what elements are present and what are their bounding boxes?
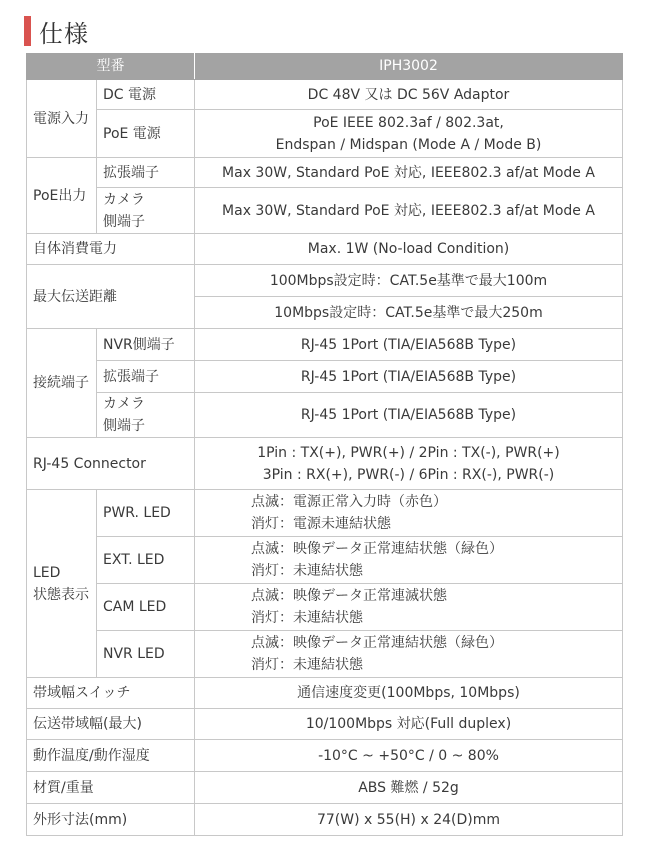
label-line: カメラ xyxy=(103,396,145,412)
table-row xyxy=(27,329,623,361)
value-line: 点滅：映像データ正常連結状態（緑色） xyxy=(251,541,503,557)
row-label-ports: 接続端子 xyxy=(27,329,97,438)
value-line: 点滅：電源正常入力時（赤色） xyxy=(251,494,447,510)
table-row xyxy=(27,234,623,265)
value-ext-led xyxy=(195,537,623,584)
row-label-poe-output: PoE出力 xyxy=(27,158,97,234)
value-temperature: -10°C ~ +50°C / 0 ~ 80% xyxy=(195,740,623,772)
value-dc-power: DC 48V 又は DC 56V Adaptor xyxy=(195,80,623,110)
sub-label-ext-port: 拡張端子 xyxy=(97,158,195,188)
value-port-camera: RJ-45 1Port (TIA/EIA568B Type) xyxy=(195,393,623,438)
sub-label-nvr-led: NVR LED xyxy=(97,631,195,678)
header-model-label: 型番 xyxy=(27,53,195,80)
row-label-rj45: RJ-45 Connector xyxy=(27,438,195,490)
label-line: カメラ xyxy=(103,191,145,208)
value-cam-led xyxy=(195,584,623,631)
value-distance-100: 100Mbps設定時：CAT.5e基準で最大100m xyxy=(195,265,623,297)
sub-label-pwr-led: PWR. LED xyxy=(97,490,195,537)
row-label-bandwidth-max: 伝送帯域幅(最大) xyxy=(27,709,195,740)
value-material: ABS 難燃 / 52g xyxy=(195,772,623,804)
sub-label-ext-port: 拡張端子 xyxy=(97,361,195,393)
sub-label-dc-power: DC 電源 xyxy=(97,80,195,110)
table-row xyxy=(27,188,623,234)
table-row xyxy=(27,584,623,631)
sub-label-ext-led: EXT. LED xyxy=(97,537,195,584)
heading-accent-bar xyxy=(24,16,31,46)
table-row xyxy=(27,265,623,297)
table-row xyxy=(27,804,623,836)
value-port-ext: RJ-45 1Port (TIA/EIA568B Type) xyxy=(195,361,623,393)
spec-table xyxy=(26,53,623,836)
row-label-bandwidth-switch: 帯域幅スイッチ xyxy=(27,678,195,709)
value-line: 消灯：未連結状態 xyxy=(251,610,363,626)
table-row xyxy=(27,438,623,490)
value-line: 消灯：電源未連結状態 xyxy=(251,516,391,532)
section-heading xyxy=(24,14,89,48)
table-row xyxy=(27,393,623,438)
row-label-self-power: 自体消費電力 xyxy=(27,234,195,265)
value-line: 3Pin : RX(+), PWR(-) / 6Pin : RX(-), PWR(-) xyxy=(262,466,555,483)
value-line: 1Pin : TX(+), PWR(+) / 2Pin : TX(-), PWR(+) xyxy=(257,444,560,461)
value-dimensions: 77(W) x 55(H) x 24(D)mm xyxy=(195,804,623,836)
label-line: 側端子 xyxy=(103,213,145,230)
value-poe-power xyxy=(195,110,623,158)
header-model-value: IPH3002 xyxy=(195,53,623,80)
heading-title: 仕様 xyxy=(39,19,89,48)
value-line: 点滅：映像データ正常連結状態（緑色） xyxy=(251,635,503,651)
table-row xyxy=(27,110,623,158)
label-line: 状態表示 xyxy=(33,586,89,603)
sub-label-camera-port xyxy=(97,393,195,438)
table-row xyxy=(27,158,623,188)
value-self-power: Max. 1W (No-load Condition) xyxy=(195,234,623,265)
value-nvr-led xyxy=(195,631,623,678)
value-line: 点滅：映像データ正常連滅状態 xyxy=(251,588,447,604)
value-port-nvr: RJ-45 1Port (TIA/EIA568B Type) xyxy=(195,329,623,361)
row-label-max-distance: 最大伝送距離 xyxy=(27,265,195,329)
label-line: LED xyxy=(33,564,61,581)
row-label-power-input: 電源入力 xyxy=(27,80,97,158)
value-poe-camera: Max 30W, Standard PoE 対応, IEEE802.3 af/at Mode A xyxy=(195,188,623,234)
value-distance-10: 10Mbps設定時：CAT.5e基準で最大250m xyxy=(195,297,623,329)
row-label-temperature: 動作温度/動作湿度 xyxy=(27,740,195,772)
label-line: 側端子 xyxy=(103,418,145,434)
value-line: Endspan / Midspan (Mode A / Mode B) xyxy=(275,136,542,153)
row-label-material: 材質/重量 xyxy=(27,772,195,804)
table-row xyxy=(27,631,623,678)
sub-label-cam-led: CAM LED xyxy=(97,584,195,631)
value-line: 消灯：未連結状態 xyxy=(251,563,363,579)
sub-label-nvr-port: NVR側端子 xyxy=(97,329,195,361)
value-rj45 xyxy=(195,438,623,490)
value-bandwidth-max: 10/100Mbps 対応(Full duplex) xyxy=(195,709,623,740)
sub-label-poe-power: PoE 電源 xyxy=(97,110,195,158)
table-row xyxy=(27,709,623,740)
value-bandwidth-switch: 通信速度変更(100Mbps, 10Mbps) xyxy=(195,678,623,709)
table-row xyxy=(27,537,623,584)
value-line: PoE IEEE 802.3af / 802.3at, xyxy=(313,114,504,131)
table-row xyxy=(27,361,623,393)
table-row xyxy=(27,772,623,804)
row-label-dimensions: 外形寸法(mm) xyxy=(27,804,195,836)
table-row xyxy=(27,740,623,772)
table-row xyxy=(27,490,623,537)
value-pwr-led xyxy=(195,490,623,537)
value-poe-ext: Max 30W, Standard PoE 対応, IEEE802.3 af/at Mode A xyxy=(195,158,623,188)
table-header-row xyxy=(27,53,623,80)
table-row xyxy=(27,80,623,110)
sub-label-camera-port xyxy=(97,188,195,234)
row-label-led xyxy=(27,490,97,678)
table-row xyxy=(27,678,623,709)
value-line: 消灯：未連結状態 xyxy=(251,657,363,673)
